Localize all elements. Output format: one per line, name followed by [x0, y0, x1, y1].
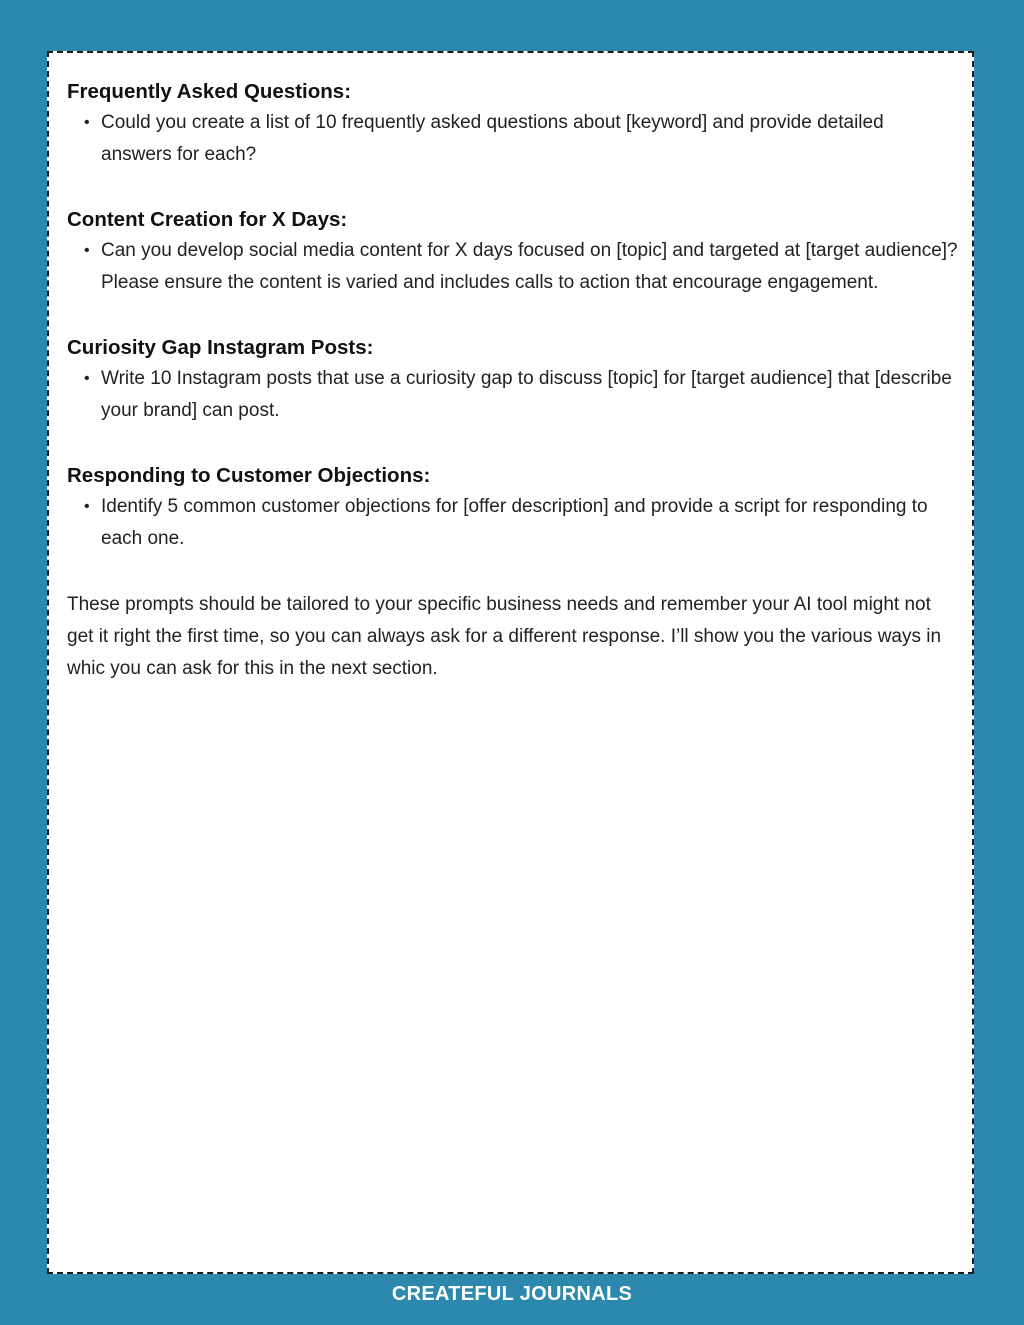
section-curiosity-gap — [67, 333, 958, 427]
list-item-text: Can you develop social media content for X days focused on [topic] and targeted at [target audience]? Please ensure the content is varied and includes calls to action that encourage engagement. — [101, 240, 958, 293]
closing-paragraph: These prompts should be tailored to your specific business needs and remember your AI tool might not get it right the first time, so you can always ask for a different response. I’ll show you the various ways in whic you can ask for this in the next section. — [67, 594, 942, 679]
footer-brand: CREATEFUL JOURNALS — [391, 1283, 633, 1305]
list-item — [67, 107, 958, 171]
bullet-list — [67, 107, 958, 171]
page-content — [67, 77, 958, 685]
list-item — [67, 363, 958, 427]
bullet-list — [67, 491, 958, 555]
bullet-list — [67, 363, 958, 427]
section-customer-objections — [67, 461, 958, 555]
list-item — [67, 491, 958, 555]
bullet-icon: • — [84, 498, 90, 515]
page-panel — [47, 51, 974, 1274]
section-title: Content Creation for X Days: — [67, 208, 348, 231]
section-faq — [67, 77, 958, 171]
list-item-text: Identify 5 common customer objections for [offer description] and provide a script for responding to each one. — [101, 496, 928, 549]
bullet-icon: • — [84, 242, 90, 259]
section-title: Curiosity Gap Instagram Posts: — [67, 336, 374, 359]
bullet-icon: • — [84, 114, 90, 131]
section-title: Frequently Asked Questions: — [67, 80, 352, 103]
section-title: Responding to Customer Objections: — [67, 464, 431, 487]
bullet-list — [67, 235, 958, 299]
section-content-creation — [67, 205, 958, 299]
list-item-text: Could you create a list of 10 frequently asked questions about [keyword] and provide detailed answers for each? — [101, 112, 884, 165]
bullet-icon: • — [84, 370, 90, 387]
list-item-text: Write 10 Instagram posts that use a curiosity gap to discuss [topic] for [target audience] that [describe your brand] can post. — [101, 368, 952, 421]
list-item — [67, 235, 958, 299]
